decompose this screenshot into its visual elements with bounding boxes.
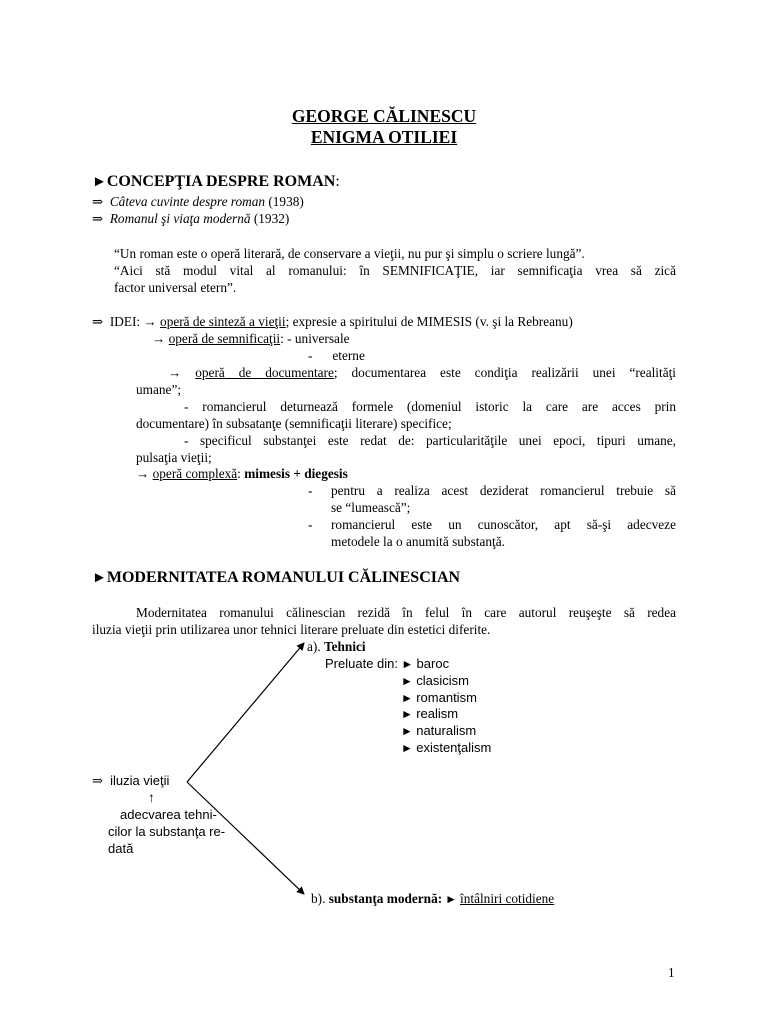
- preluate-line: Preluate din: ► baroc: [325, 656, 450, 671]
- idei-line-cont: umane”;: [136, 382, 182, 397]
- list-dash: -: [308, 517, 313, 532]
- work-item: ⇒ Romanul şi viaţa modernă (1932): [92, 211, 290, 226]
- complex-bullet-cont: metodele la o anumită substanţă.: [331, 534, 505, 549]
- doc-bullet-cont: documentare) în subsatanţe (semnificaţii literare) specifice;: [136, 416, 452, 431]
- work-item: ⇒ Câteva cuvinte despre roman (1938): [92, 194, 304, 209]
- triangle-bullet-icon: ►: [401, 691, 417, 705]
- up-arrow-icon: ↑: [148, 790, 155, 805]
- triangle-bullet-icon: ►: [398, 657, 417, 671]
- implies-arrow-icon: ⇒: [92, 194, 104, 209]
- source-item: ► naturalism: [401, 723, 477, 738]
- triangle-bullet-icon: ►: [401, 724, 417, 738]
- quote-line: “Un roman este o operă literară, de conservare a vieţii, nu pur şi simplu o scriere lungă”.: [114, 246, 585, 261]
- doc-bullet: - specificul substanţei este redat de: particularităţile unei epoci, tipuri umane,: [184, 433, 676, 448]
- paragraph-line: iluzia vieţii prin utilizarea unor tehnici literare preluate din estetici diferite.: [92, 622, 491, 637]
- triangle-bullet-icon: ►: [442, 892, 461, 906]
- document-title-work: ENIGMA OTILIEI: [310, 127, 458, 147]
- idei-line: → operă de semnificaţii: - universale: [152, 331, 350, 346]
- implies-arrow-icon: ⇒: [92, 314, 104, 329]
- section-heading-conceptia: ►CONCEPŢIA DESPRE ROMAN:: [92, 173, 340, 190]
- triangle-bullet-icon: ►: [92, 570, 107, 586]
- complex-bullet-cont: se “lumească”;: [331, 500, 411, 515]
- arrow-to-tehnici: [187, 643, 304, 782]
- source-item: ► romantism: [401, 690, 477, 705]
- idei-line: ⇒ IDEI: → operă de sinteză a vieţii; expresie a spiritului de MIMESIS (v. şi la Rebreanu): [92, 314, 573, 329]
- source-item: ► realism: [401, 706, 459, 721]
- arrow-to-substanta: [187, 782, 304, 894]
- triangle-bullet-icon: ►: [401, 741, 417, 755]
- source-item: ► clasicism: [401, 673, 469, 688]
- document-title-author: GEORGE CĂLINESCU: [291, 106, 477, 126]
- idei-line: → operă de documentare; documentarea este condiţia realizării unei “realităţi: [168, 365, 676, 380]
- implies-arrow-icon: ⇒: [92, 774, 103, 789]
- quote-line: “Aici stă modul vital al romanului: în SEMNIFICAŢIE, iar semnificaţia vrea să zică: [114, 263, 676, 278]
- implies-arrow-icon: ⇒: [92, 211, 104, 226]
- complex-bullet: pentru a realiza acest deziderat romancierul trebuie să: [331, 483, 676, 498]
- page-number: 1: [668, 965, 675, 980]
- triangle-bullet-icon: ►: [92, 174, 107, 190]
- adecvarea-line: dată: [108, 841, 134, 856]
- triangle-bullet-icon: ►: [401, 707, 417, 721]
- triangle-bullet-icon: ►: [401, 674, 417, 688]
- source-item: ► existenţalism: [401, 740, 492, 755]
- branch-a-label: a). Tehnici: [307, 639, 366, 654]
- complex-bullet: romancierul este un cunoscător, apt să-şi adecveze: [331, 517, 676, 532]
- list-dash: -: [308, 483, 313, 498]
- idei-subitem: - eterne: [308, 348, 365, 363]
- paragraph-line: Modernitatea romanului călinescian rezidă în felul în care autorul reuşeşte să redea: [136, 605, 676, 620]
- doc-bullet-cont: pulsaţia vieţii;: [136, 450, 212, 465]
- iluzia-label: ⇒ iluzia vieţii: [92, 773, 170, 789]
- adecvarea-line: adecvarea tehni-: [120, 807, 217, 822]
- quote-line: factor universal etern”.: [114, 280, 237, 295]
- branch-b-label: b). substanţa modernă: ► întâlniri cotidiene: [311, 891, 555, 906]
- doc-bullet: - romancierul deturnează formele (domeniul istoric la care are acces prin: [184, 399, 676, 414]
- idei-line: → operă complexă: mimesis + diegesis: [136, 466, 348, 481]
- section-heading-modernitatea: ►MODERNITATEA ROMANULUI CĂLINESCIAN: [92, 569, 461, 586]
- adecvarea-line: cilor la substanţa re-: [108, 824, 226, 839]
